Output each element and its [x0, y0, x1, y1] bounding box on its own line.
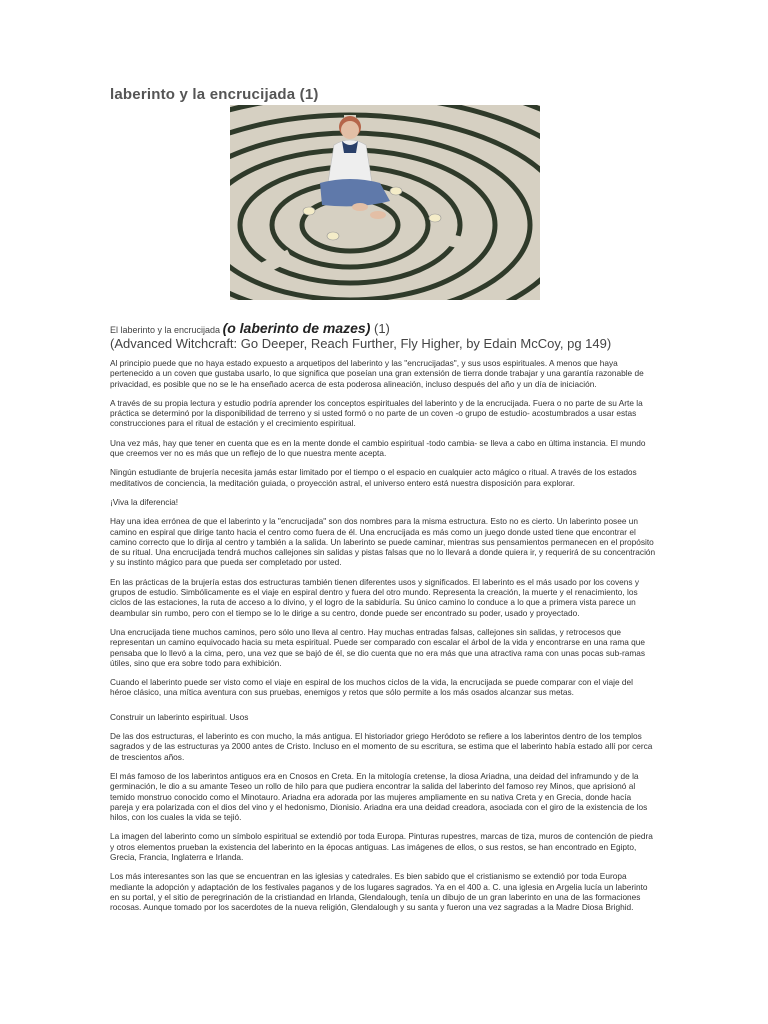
paragraph: Los más interesantes son las que se encuentran en las iglesias y catedrales. Es bien sabido que el cristianismo se extendió por toda Europa mediante la adopción y adaptación de los festivales paganos y de los lugares sagrados. Ya en el 400 a. C. una iglesia en Argelia lucía un laberinto en su portal, y el sitio de peregrinación de la cristiandad en Irlanda, Glendalough, tenía un dibujo de un gran laberinto en una de las formaciones rocosas. Aunque tomado por los sacerdotes de la nueva religión, Glendalough y su santa y fueron una vez sagradas a la Madre Diosa Brighid.: [110, 871, 648, 913]
paragraph: Ningún estudiante de brujería necesita jamás estar limitado por el tiempo o el espacio en cualquier acto mágico o ritual. A través de los estados meditativos de conciencia, la meditación guiada, o proyección astral, el universo entero está nuestra disposición para explorar.: [110, 467, 637, 488]
section-heading: Construir un laberinto espiritual. Usos: [110, 711, 249, 722]
page-title: laberinto y la encrucijada (1): [110, 86, 319, 103]
paragraph: Una encrucijada tiene muchos caminos, pero sólo uno lleva al centro. Hay muchas entradas falsas, callejones sin salidas, y retrocesos que representan un camino equivocado hacia su meta espiritual. Puede ser comparado con escalar el árbol de la vida y encontrarse en una rama que pensaba que lo llevó a la cima, pero, una vez que se bajó de él, se dio cuenta que no era más que una atractiva rama con unas pocas sub-ramas útiles, sino que era sobre todo para exhibición.: [110, 626, 646, 668]
subtitle-small: El laberinto y la encrucijada: [110, 325, 223, 335]
paragraph: Al principio puede que no haya estado expuesto a arquetipos del laberinto y las "encrucijadas", y sus usos espirituales. A menos que haya pertenecido a un coven que gustaba usarlo, lo que significa que poseían una gran extensión de tierra donde trabajar y una garantía razonable de privacidad, es posible que no se le ha enseñado acerca de esta poderosa alineación, incluso después del año y un día de iniciación.: [110, 358, 644, 389]
paragraph: La imagen del laberinto como un símbolo espiritual se extendió por toda Europa. Pinturas rupestres, marcas de tiza, muros de contención de piedra y otros elementos prueban la existencia del laberinto en la épocas antiguas. Las imágenes de ellos, o sus restos, se han encontrado en Egipto, Grecia, Francia, Inglaterra e Irlanda.: [110, 831, 653, 862]
paragraph: Una vez más, hay que tener en cuenta que es en la mente donde el cambio espiritual -todo cambia- se lleva a cabo en última instancia. El mundo que creemos ver no es más que un reflejo de lo que nuestra mente acepta.: [110, 437, 646, 459]
subtitle: [110, 321, 658, 351]
paragraph: El más famoso de los laberintos antiguos era en Cnosos en Creta. En la mitología cretense, la diosa Ariadna, una deidad del inframundo y de la germinación, le dio a su amante Teseo un rollo de hilo para que pudiera encontrar la salida del laberinto del famoso rey Minos, que aprisionó al temido monstruo conocido como el Minotauro. Ariadna era adorada por las mujeres ampliamente en su nativa Creta y en Grecia, donde hacía pareja y era polarizada con el dios del vino y el hedonismo, Dionisio. Ariadna era una deidad creadora, asociada con el giro de la existencia de los hilos, con los cuales la vida se tejió.: [110, 770, 648, 823]
paragraph: De las dos estructuras, el laberinto es con mucho, la más antigua. El historiador griego Heródoto se refiere a los laberintos dentro de los templos sagrados y de las estructuras ya 2000 antes de Cristo. Incluso en el momento de su escritura, se estima que el laberinto había estado allí por cerca de trescientos años.: [110, 731, 653, 762]
labyrinth-illustration: [230, 105, 540, 300]
labyrinth-photo: [230, 105, 540, 300]
subtitle-number: (1): [370, 321, 390, 336]
paragraph: A través de su propia lectura y estudio podría aprender los conceptos espirituales del laberinto y de la encrucijada. Fuera o no parte de su Arte la práctica se determinó por la disponibilidad de terreno y si usted formó o no parte de un coven -o grupo de estudio- acostumbrados a usar estas construcciones para el ritual de estación y el crecimiento espiritual.: [110, 397, 643, 429]
subtitle-highlight: (o laberinto de mazes): [222, 320, 371, 336]
article-body: [110, 358, 656, 921]
paragraph: Hay una idea errónea de que el laberinto y la "encrucijada" son dos nombres para la misma estructura. Esto no es cierto. Un laberinto posee un camino en espiral que dirige tanto hacia el centro como fuera de él. Una encrucijada es más como un juego donde usted tiene que encontrar el camino correcto que lo dirija al centro y también a la salida. Un laberinto se puede caminar, mientras sus pensamientos permanecen en el propósito de su ritual. Una encrucijada tendrá muchos callejones sin salidas y pistas falsas que no lo llevará a donde quiera ir, y requerirá de su concentración y su instinto mágico para que pueda ser completado por usted.: [110, 516, 656, 568]
paragraph: En las prácticas de la brujería estas dos estructuras también tienen diferentes usos y significados. El laberinto es el más usado por los covens y grupos de estudio. Simbólicamente es el viaje en espiral dentro y fuera del otro mundo. Representa la creación, la muerte y el renacimiento, los ciclos de las estaciones, la ruta de acceso a lo divino, y el logro de la sabiduría. Su único camino lo conduce a lo que a primera vista parece un deambular sin rumbo, pero con el tiempo se lo le dirige a su centro, donde puede ser encontrado su poder, usado y proyectado.: [110, 576, 639, 618]
paragraph: ¡Viva la diferencia!: [110, 496, 179, 507]
paragraph: Cuando el laberinto puede ser visto como el viaje en espiral de los muchos ciclos de la vida, la encrucijada se puede comparar con el viaje del héroe clásico, una mítica aventura con sus pruebas, enemigos y retos que sólo permite a los más osados alcanzar sus metas.: [110, 677, 633, 698]
subtitle-source: (Advanced Witchcraft: Go Deeper, Reach Further, Fly Higher, by Edain McCoy, pg 149): [110, 336, 612, 351]
